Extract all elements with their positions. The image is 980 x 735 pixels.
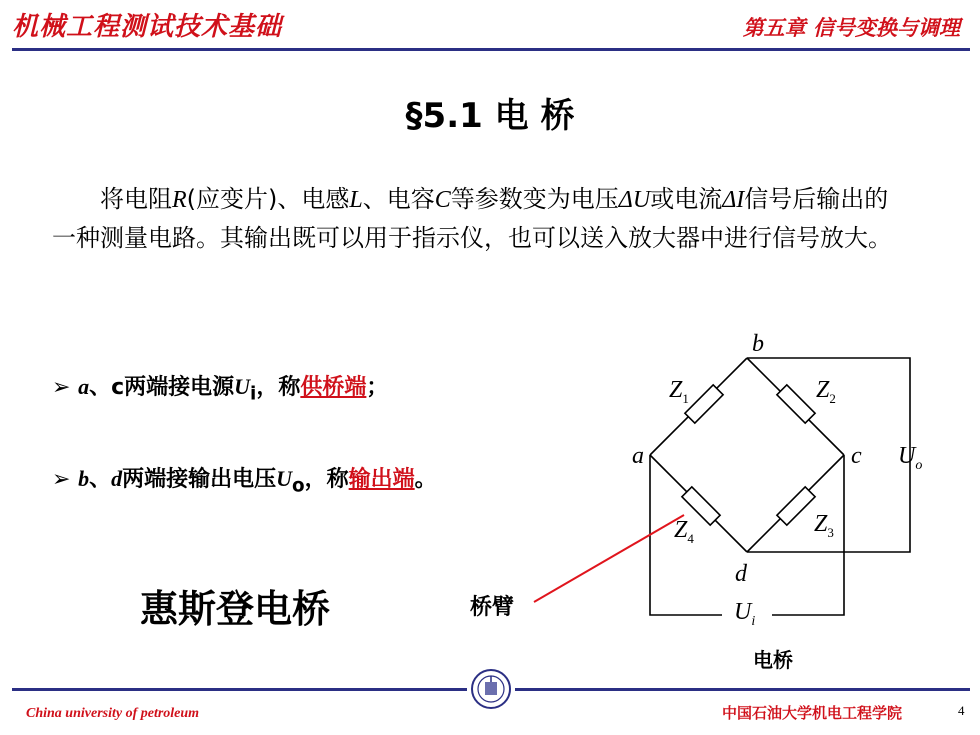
bridge-circuit-diagram (520, 325, 940, 645)
header-rule (12, 48, 970, 51)
impedance-z2-box (777, 385, 815, 423)
node-d-label: d (735, 561, 747, 587)
footer-college-cn: 中国石油大学机电工程学院 (722, 704, 903, 722)
z1-label: $Z_1$ (669, 377, 689, 406)
intro-paragraph: 将电阻R(应变片)、电感L、电容C等参数变为电压ΔU或电流ΔI信号后输出的一种测量电路。其输出既可以用于指示仪，也可以送入放大器中进行信号放大。 (52, 185, 892, 252)
bullet-supply-terminals: ➢ a、c两端接电源$U_i$，称供桥端； (52, 374, 389, 405)
bullet-output-terminals: ➢ b、d两端接输出电压$U_o$，称输出端。 (52, 466, 437, 497)
course-title: 机械工程测试技术基础 (12, 12, 283, 42)
input-voltage-label: $U_i$ (734, 599, 756, 629)
impedance-z4-box (682, 487, 720, 525)
output-voltage-label: $U_o$ (898, 443, 923, 473)
impedance-z3-box (777, 487, 815, 525)
z3-label: $Z_3$ (814, 511, 834, 540)
figure-caption: 电桥 (753, 648, 793, 672)
z2-label: $Z_2$ (816, 377, 836, 406)
footer-rule-left (12, 688, 467, 691)
university-seal-icon (470, 668, 512, 710)
chapter-title: 第五章 信号变换与调理 (742, 15, 960, 40)
output-terminal-term: 输出端 (348, 467, 415, 492)
node-a-label: a (632, 443, 644, 469)
bridge-arm-pointer (534, 515, 684, 602)
footer-university-en: China university of petroleum (26, 706, 200, 721)
footer-rule-right (515, 688, 970, 691)
page-number: 4 (958, 703, 965, 718)
impedance-z1-box (685, 385, 723, 423)
supply-terminal-term: 供桥端 (300, 375, 367, 400)
z4-label: $Z_4$ (674, 517, 694, 546)
wheatstone-bridge-label: 惠斯登电桥 (140, 587, 331, 631)
slide-title: §5.1 电 桥 (405, 96, 575, 136)
node-c-label: c (851, 443, 862, 469)
node-b-label: b (752, 331, 764, 357)
bridge-arm-label: 桥臂 (470, 595, 515, 620)
